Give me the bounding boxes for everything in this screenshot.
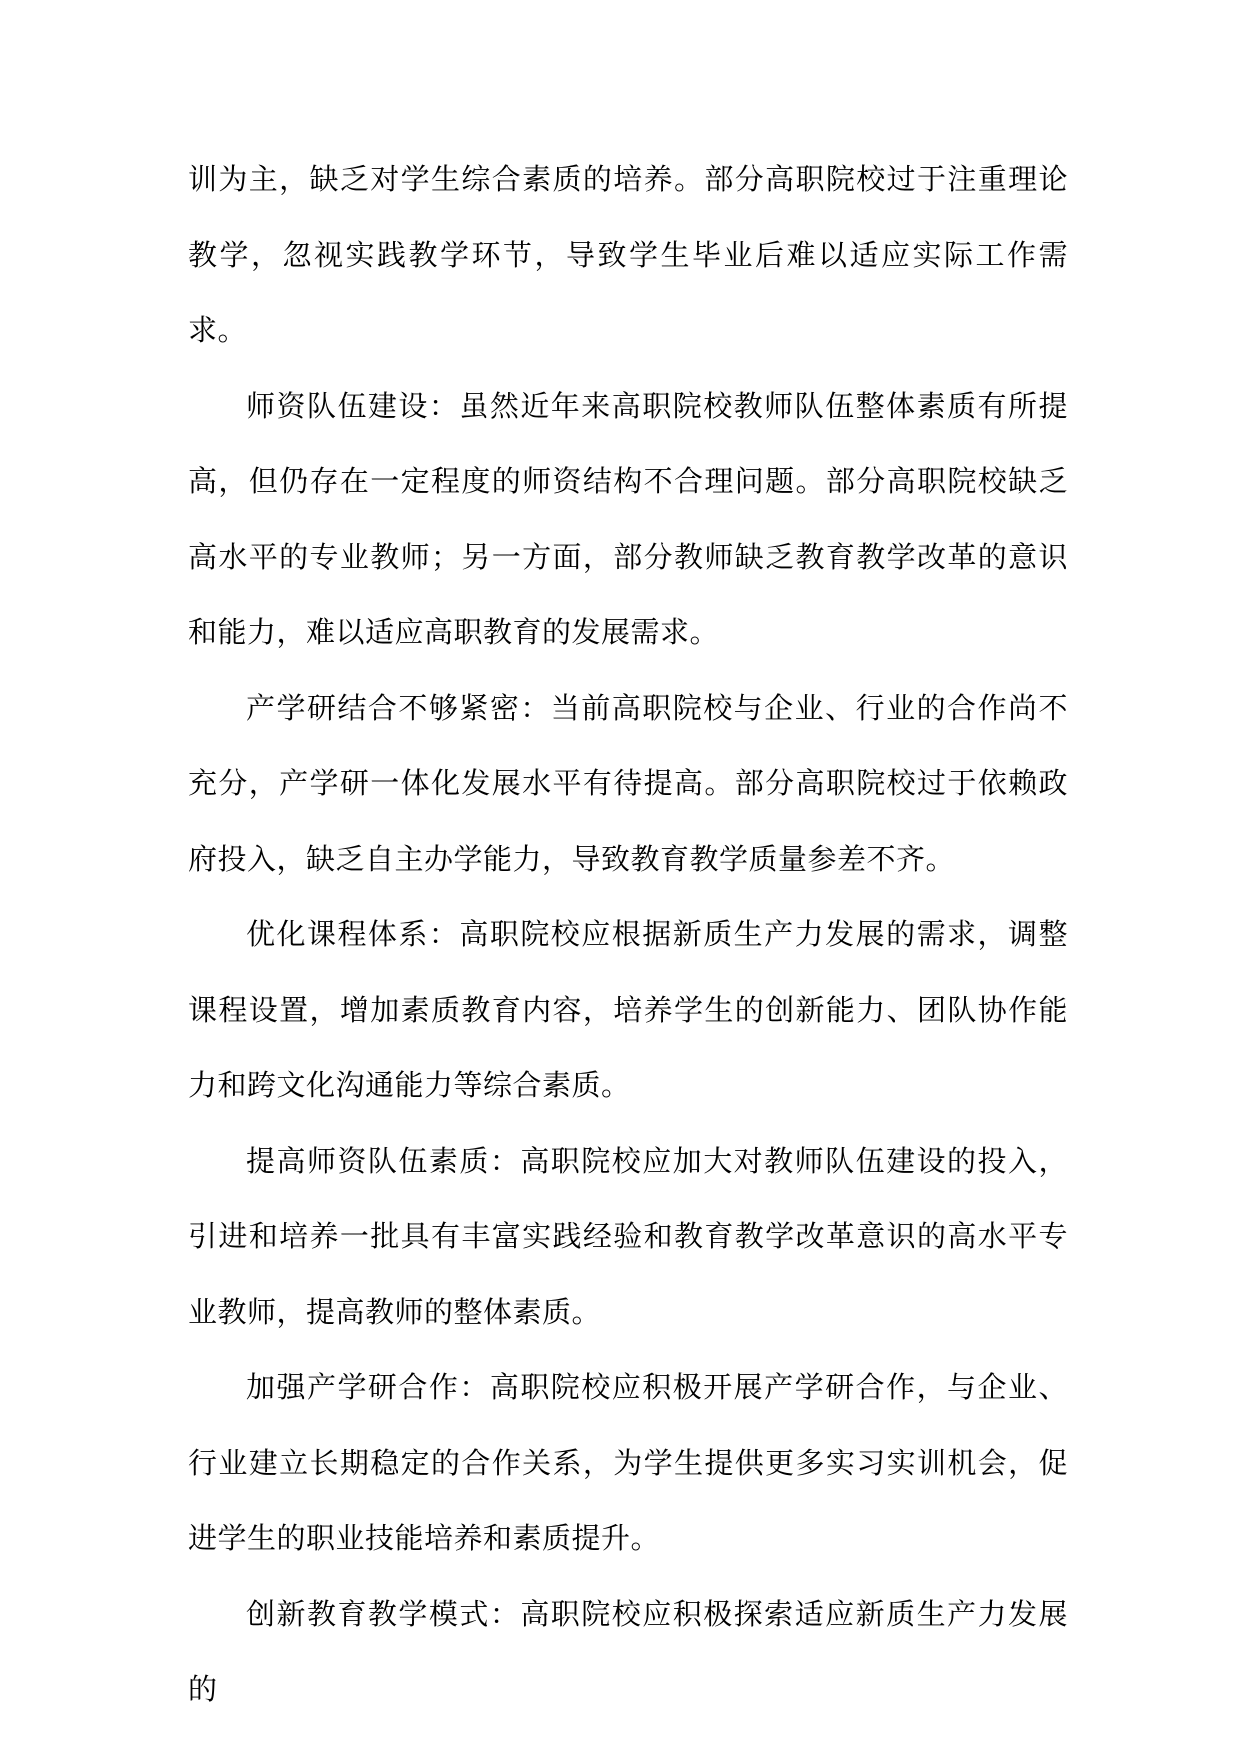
paragraph-optimize-curriculum: 优化课程体系：高职院校应根据新质生产力发展的需求，调整课程设置，增加素质教育内容，培养学生的创新能力、团队协作能力和跨文化沟通能力等综合素质。 [188,917,1068,1102]
paragraph-innovate-teaching: 创新教育教学模式：高职院校应积极探索适应新质生产力发展的 [188,1596,1068,1706]
document-body [188,142,1068,1728]
paragraph-teacher-team: 师资队伍建设：虽然近年来高职院校教师队伍整体素质有所提高，但仍存在一定程度的师资结构不合理问题。部分高职院校缺乏高水平的专业教师；另一方面，部分教师缺乏教育教学改革的意识和能力，难以适应高职教育的发展需求。 [188,388,1068,649]
paragraph-continuation: 训为主，缺乏对学生综合素质的培养。部分高职院校过于注重理论教学，忽视实践教学环节，导致学生毕业后难以适应实际工作需求。 [188,162,1068,347]
paragraph-strengthen-cooperation: 加强产学研合作：高职院校应积极开展产学研合作，与企业、行业建立长期稳定的合作关系，为学生提供更多实习实训机会，促进学生的职业技能培养和素质提升。 [188,1370,1068,1555]
paragraph-industry-research: 产学研结合不够紧密：当前高职院校与企业、行业的合作尚不充分，产学研一体化发展水平有待提高。部分高职院校过于依赖政府投入，缺乏自主办学能力，导致教育教学质量参差不齐。 [188,690,1068,876]
paragraph-improve-teachers: 提高师资队伍素质：高职院校应加大对教师队伍建设的投入，引进和培养一批具有丰富实践经验和教育教学改革意识的高水平专业教师，提高教师的整体素质。 [188,1143,1068,1329]
